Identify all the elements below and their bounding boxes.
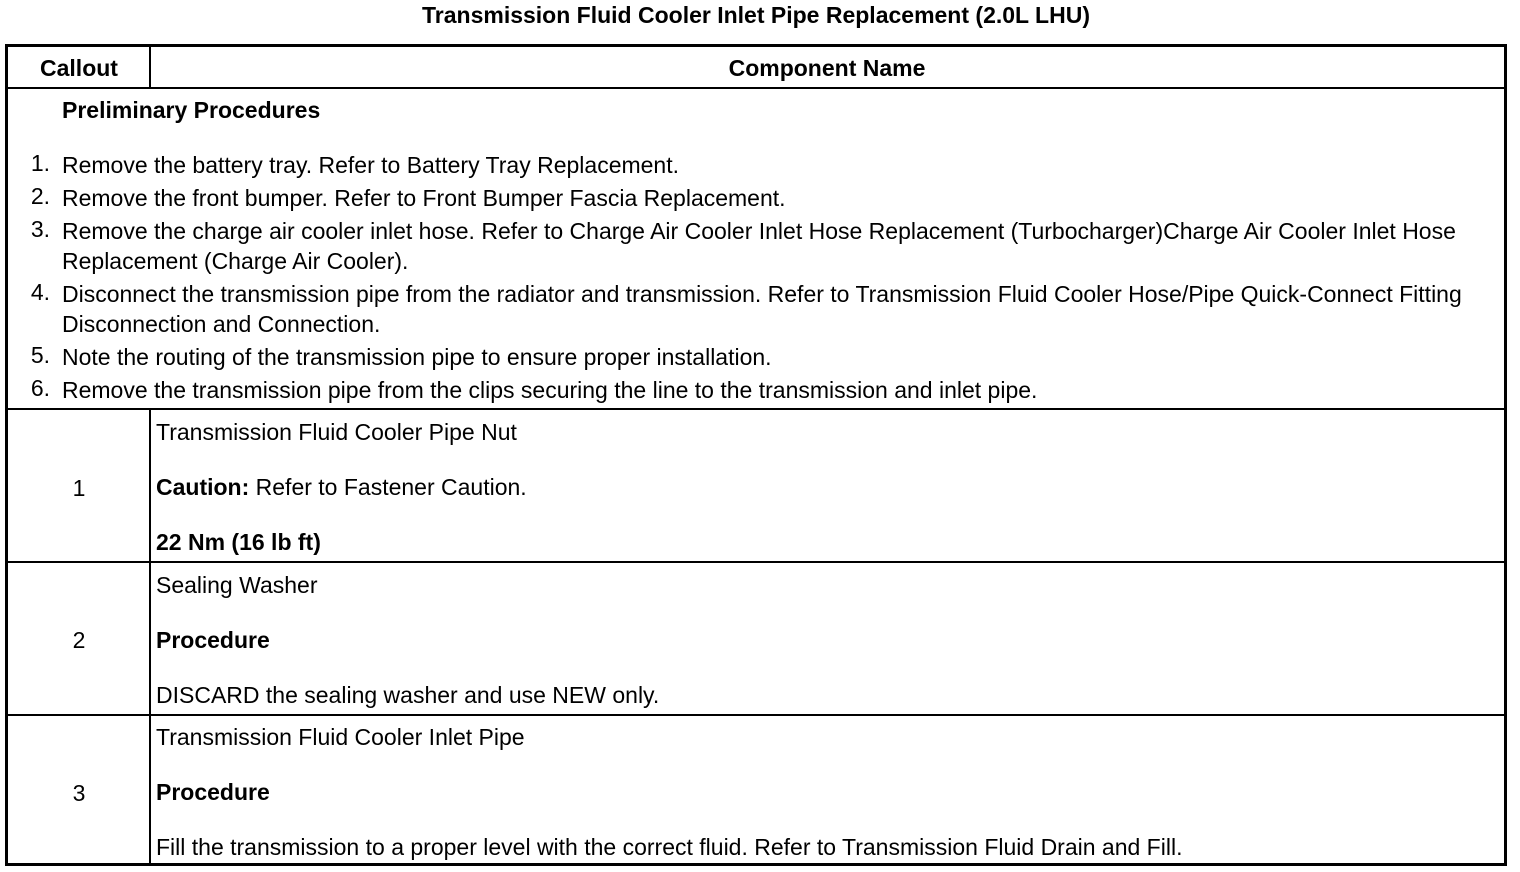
row-divider — [8, 714, 1504, 716]
header-component-name: Component Name — [728, 55, 926, 81]
header-column-divider — [149, 47, 151, 88]
row-divider — [8, 561, 1504, 563]
step-number: 4. — [30, 279, 50, 305]
procedure-text: Fill the transmission to a proper level with the correct fluid. Refer to Transmission Fluid Drain and Fill. — [156, 834, 1183, 860]
procedure-text: DISCARD the sealing washer and use NEW only. — [156, 682, 660, 708]
callout-number: 1 — [72, 475, 86, 501]
preliminary-divider — [8, 408, 1504, 410]
step-number: 5. — [30, 342, 50, 368]
procedure-label: Procedure — [156, 627, 270, 653]
caution-label: Caution: — [156, 474, 250, 500]
caution-text: Refer to Fastener Caution. — [249, 474, 527, 500]
step-text: Disconnect the transmission pipe from the radiator and transmission. Refer to Transmission Fluid Cooler Hose/Pipe Quick-Connect Fitting Disconnection and Connection. — [62, 281, 1462, 337]
callout-number: 3 — [72, 780, 86, 806]
component-name: Transmission Fluid Cooler Inlet Pipe — [156, 724, 525, 750]
component-name: Sealing Washer — [156, 572, 318, 598]
step-text: Remove the battery tray. Refer to Battery Tray Replacement. — [62, 152, 680, 178]
step-text: Remove the charge air cooler inlet hose. Refer to Charge Air Cooler Inlet Hose Replacement (Turbocharger)Charge Air Cooler Inlet Hose Replacement (Charge Air Cooler). — [62, 218, 1456, 274]
step-text: Remove the front bumper. Refer to Front Bumper Fascia Replacement. — [62, 185, 786, 211]
step-text: Remove the transmission pipe from the clips securing the line to the transmission and inlet pipe. — [62, 377, 1038, 403]
step-number: 2. — [30, 183, 50, 209]
callout-number: 2 — [72, 627, 86, 653]
header-divider — [8, 87, 1504, 89]
header-callout: Callout — [40, 55, 118, 81]
step-number: 3. — [30, 216, 50, 242]
step-number: 1. — [30, 150, 50, 176]
preliminary-procedures-title: Preliminary Procedures — [62, 97, 321, 123]
caution-note — [156, 474, 527, 501]
step-text: Note the routing of the transmission pipe to ensure proper installation. — [62, 344, 772, 370]
procedure-label: Procedure — [156, 779, 270, 805]
procedure-table — [5, 44, 1507, 866]
step-number: 6. — [30, 375, 50, 401]
component-name: Transmission Fluid Cooler Pipe Nut — [156, 419, 517, 445]
torque-spec: 22 Nm (16 lb ft) — [156, 529, 321, 555]
document-title: Transmission Fluid Cooler Inlet Pipe Replacement (2.0L LHU) — [422, 2, 1090, 28]
